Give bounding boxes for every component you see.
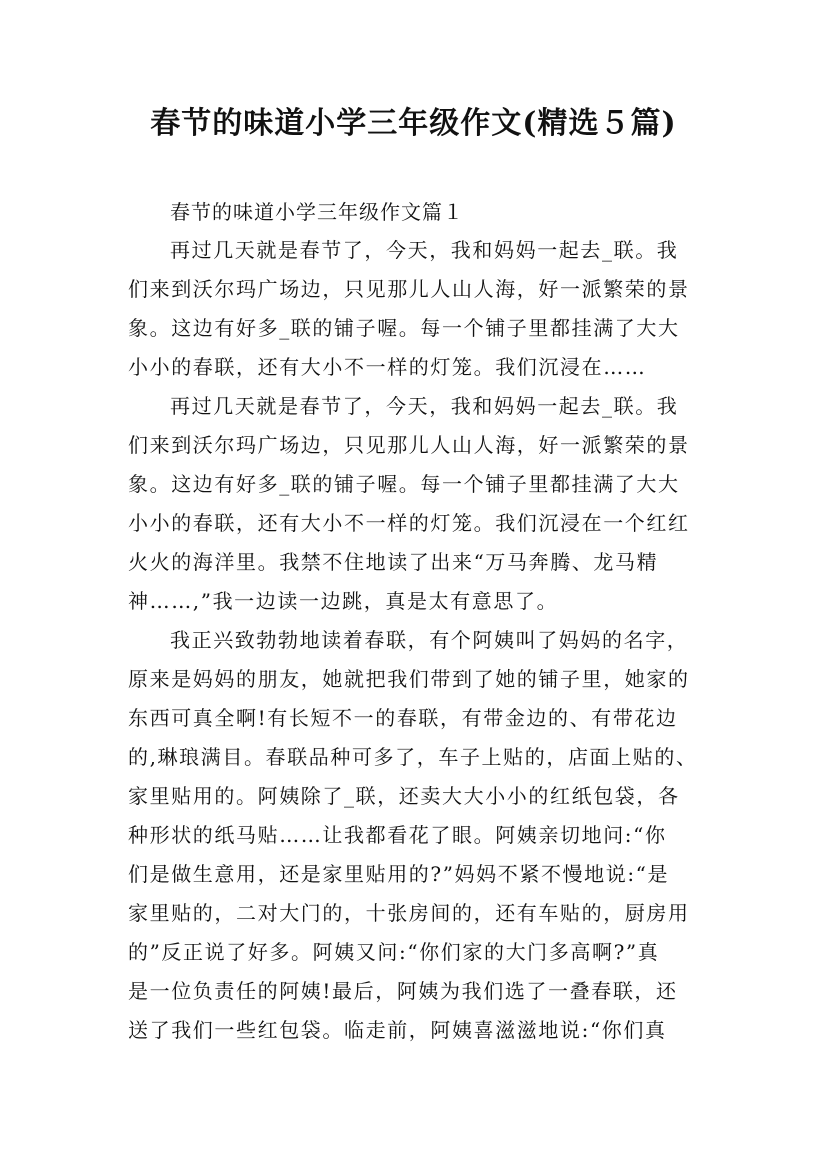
- paragraph-line: 家里贴用的。阿姨除了_联，还卖大大小小的红纸包袋，各: [128, 784, 680, 808]
- paragraph-line: 火火的海洋里。我禁不住地读了出来“万马奔腾、龙马精: [128, 550, 659, 574]
- paragraph-line: 的,琳琅满目。春联品种可多了，车子上贴的，店面上贴的、: [128, 745, 698, 769]
- paragraph-line: 我正兴致勃勃地读着春联，有个阿姨叫了妈妈的名字，: [170, 628, 689, 652]
- paragraph-line: 原来是妈妈的朋友，她就把我们带到了她的铺子里，她家的: [128, 667, 690, 691]
- section-heading: 春节的味道小学三年级作文篇１: [170, 200, 464, 224]
- paragraph-line: 送了我们一些红包袋。临走前，阿姨喜滋滋地说:“你们真: [128, 1018, 667, 1042]
- paragraph-line: 象。这边有好多_联的铺子喔。每一个铺子里都挂满了大大: [128, 472, 680, 496]
- paragraph-line: 东西可真全啊!有长短不一的春联，有带金边的、有带花边: [128, 706, 678, 730]
- paragraph-line: 神……,”我一边读一边跳，真是太有意思了。: [128, 589, 559, 613]
- paragraph-line: 象。这边有好多_联的铺子喔。每一个铺子里都挂满了大大: [128, 316, 680, 340]
- paragraph-line: 家里贴的，二对大门的，十张房间的，还有车贴的，厨房用: [128, 901, 690, 925]
- paragraph-line: 们来到沃尔玛广场边，只见那儿人山人海，好一派繁荣的景: [128, 433, 690, 457]
- paragraph-line: 的”反正说了好多。阿姨又问:“你们家的大门多高啊?”真: [128, 940, 660, 964]
- paragraph-line: 们是做生意用，还是家里贴用的?”妈妈不紧不慢地说:“是: [128, 862, 670, 886]
- document-title: 春节的味道小学三年级作文(精选５篇): [150, 106, 677, 141]
- paragraph-line: 再过几天就是春节了，今天，我和妈妈一起去_联。我: [170, 394, 679, 418]
- paragraph-line: 种形状的纸马贴……让我都看花了眼。阿姨亲切地问:“你: [128, 823, 667, 847]
- paragraph-line: 们来到沃尔玛广场边，只见那儿人山人海，好一派繁荣的景: [128, 277, 690, 301]
- paragraph-line: 小小的春联，还有大小不一样的灯笼。我们沉浸在一个红红: [128, 511, 690, 535]
- paragraph-line: 再过几天就是春节了，今天，我和妈妈一起去_联。我: [170, 238, 679, 262]
- paragraph-line: 是一位负责任的阿姨!最后，阿姨为我们选了一叠春联，还: [128, 979, 678, 1003]
- paragraph-line: 小小的春联，还有大小不一样的灯笼。我们沉浸在……: [128, 355, 647, 379]
